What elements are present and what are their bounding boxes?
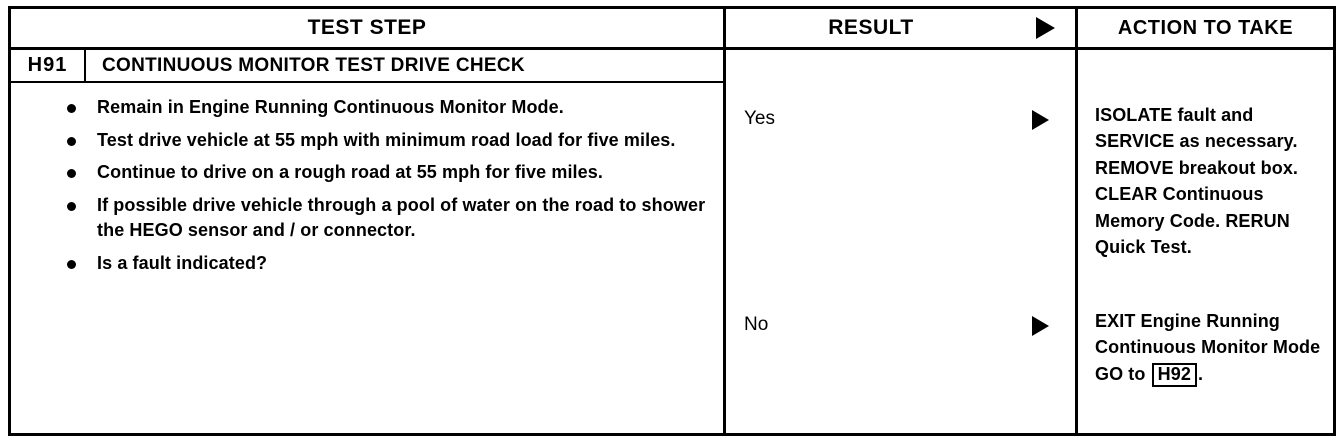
result-column bbox=[726, 50, 1016, 433]
header-action-to-take: ACTION TO TAKE bbox=[1117, 16, 1294, 39]
action-no-goto-suffix: . bbox=[1197, 363, 1204, 384]
list-item: If possible drive vehicle through a pool of water on the road to shower the HEGO sensor and / or connector. bbox=[97, 193, 709, 244]
list-item: Is a fault indicated? bbox=[97, 251, 709, 277]
step-instruction-list bbox=[11, 83, 723, 276]
action-no-block bbox=[1095, 308, 1323, 387]
list-item: Test drive vehicle at 55 mph with minimum road load for five miles. bbox=[97, 128, 709, 154]
list-item: Remain in Engine Running Continuous Monitor Mode. bbox=[97, 95, 709, 121]
right-triangle-icon bbox=[1032, 110, 1049, 130]
result-yes: Yes bbox=[744, 108, 775, 129]
header-result: RESULT bbox=[828, 16, 914, 39]
action-column bbox=[1078, 50, 1333, 433]
test-step-column bbox=[11, 50, 726, 433]
header-arrow-cell bbox=[1016, 9, 1078, 47]
header-test-step: TEST STEP bbox=[11, 9, 726, 47]
chart-frame bbox=[8, 6, 1336, 436]
action-yes-text: ISOLATE fault and SERVICE as necessary. REMOVE breakout box. CLEAR Continuous Memory Code. RERUN Quick Test. bbox=[1095, 105, 1299, 258]
action-no-text: EXIT Engine Running Continuous Monitor Mode bbox=[1095, 311, 1321, 358]
right-triangle-icon bbox=[1032, 316, 1049, 336]
right-triangle-icon bbox=[1036, 17, 1055, 39]
table-body-row bbox=[11, 50, 1333, 433]
list-item: Continue to drive on a rough road at 55 mph for five miles. bbox=[97, 160, 709, 186]
result-no: No bbox=[744, 314, 769, 335]
goto-step-code[interactable]: H92 bbox=[1152, 363, 1197, 387]
step-header bbox=[11, 50, 723, 83]
table-header-row bbox=[11, 9, 1333, 50]
arrow-column bbox=[1016, 50, 1078, 433]
step-code: H91 bbox=[11, 50, 86, 81]
action-no-goto-prefix: GO to bbox=[1095, 363, 1146, 384]
step-title: CONTINUOUS MONITOR TEST DRIVE CHECK bbox=[102, 54, 525, 76]
